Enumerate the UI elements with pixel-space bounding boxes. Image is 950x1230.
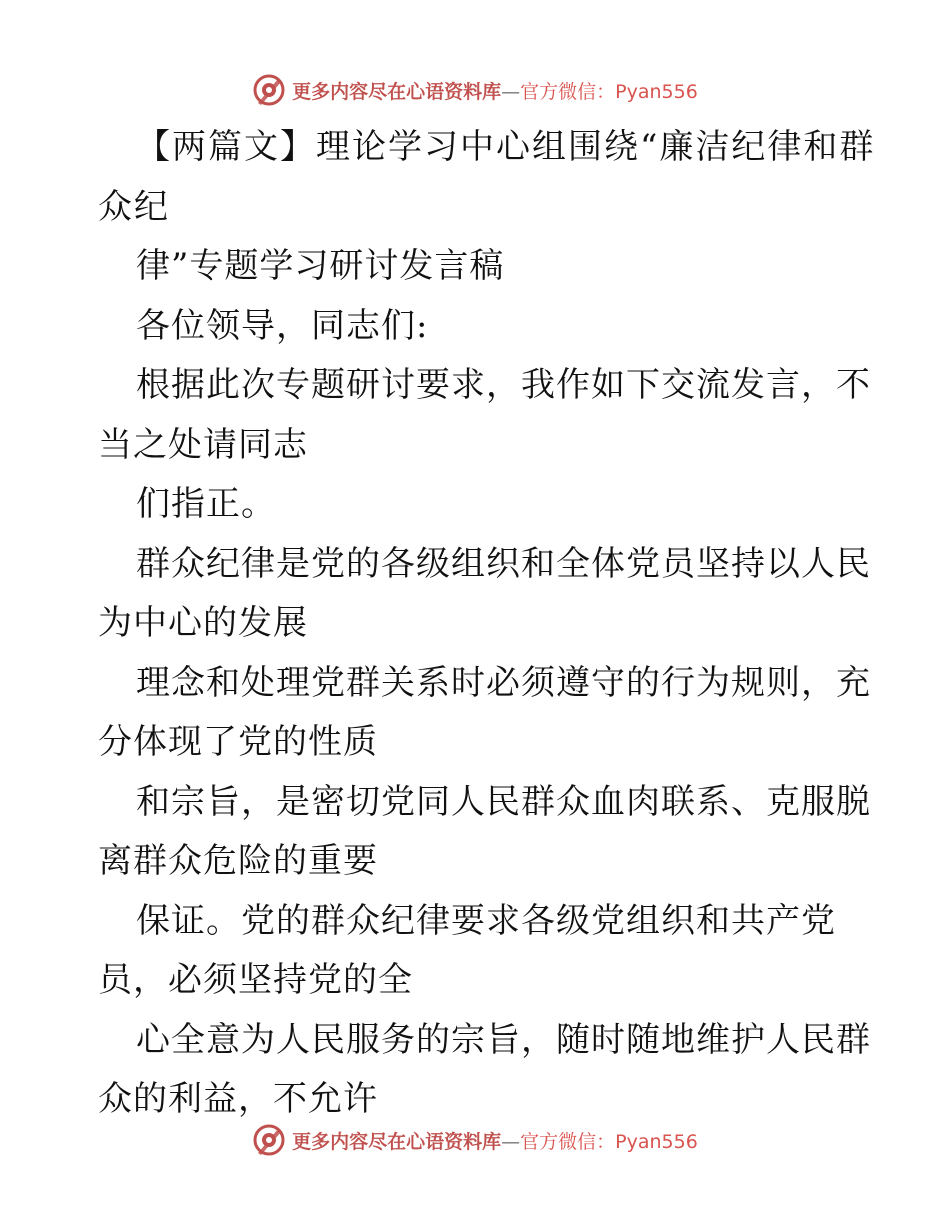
document-title-line-1: 【两篇文】理论学习中心组围绕“廉洁纪律和群 — [136, 127, 876, 167]
banner-brand-text: 更多内容尽在心语资料库 — [292, 80, 502, 103]
banner-separator: — — [501, 80, 521, 103]
paragraph-line: 为中心的发展 — [98, 603, 308, 643]
paragraph-line: 心全意为人民服务的宗旨，随时随地维护人民群 — [136, 1019, 871, 1060]
paragraph-line: 离群众危险的重要 — [98, 841, 378, 881]
document-title-line-2: 众纪 — [98, 186, 170, 227]
paragraph-line: 们指正。 — [136, 484, 276, 524]
banner-contact-text: 官方微信：Pyan556 — [520, 1130, 698, 1153]
banner-contact-text: 官方微信：Pyan556 — [520, 80, 698, 103]
paragraph-line: 分体现了党的性质 — [98, 722, 378, 762]
paragraph-line: 员，必须坚持党的全 — [98, 960, 413, 1000]
paragraph-line: 和宗旨，是密切党同人民群众血肉联系、克服脱 — [136, 781, 871, 822]
quill-seal-icon — [252, 1123, 286, 1157]
header-watermark-banner — [0, 70, 950, 110]
document-body — [98, 118, 876, 1130]
quill-seal-icon — [252, 73, 286, 107]
document-title-line-3: 律”专题学习研讨发言稿 — [136, 246, 505, 286]
paragraph-line: 根据此次专题研讨要求，我作如下交流发言，不 — [136, 365, 871, 405]
banner-separator: — — [501, 1130, 521, 1153]
paragraph-line: 保证。党的群众纪律要求各级党组织和共产党 — [136, 900, 836, 941]
banner-brand-text: 更多内容尽在心语资料库 — [292, 1130, 502, 1153]
paragraph-line: 众的利益，不允许 — [98, 1079, 378, 1119]
paragraph-line: 当之处请同志 — [98, 424, 308, 465]
salutation-line: 各位领导，同志们: — [136, 305, 429, 346]
paragraph-line: 理念和处理党群关系时必须遵守的行为规则，充 — [136, 662, 871, 703]
footer-watermark-banner — [0, 1120, 950, 1160]
paragraph-line: 群众纪律是党的各级组织和全体党员坚持以人民 — [136, 543, 871, 584]
